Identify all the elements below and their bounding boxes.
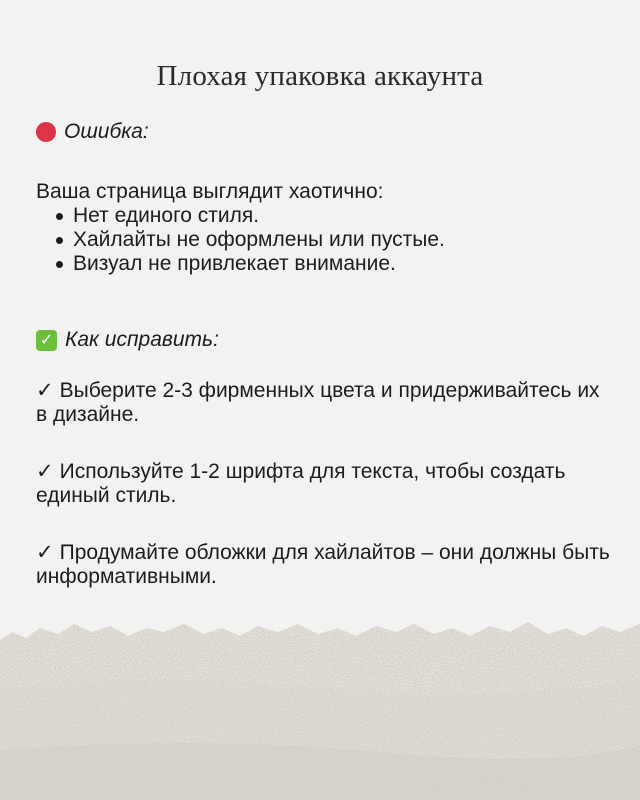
list-item-text: Визуал не привлекает внимание. (73, 252, 396, 275)
error-heading-label: Ошибка: (64, 120, 149, 143)
fix-heading (36, 328, 616, 352)
check-mark-icon: ✓ (36, 540, 54, 564)
list-item (56, 228, 616, 252)
list-item-text: Хайлайты не оформлены или пустые. (73, 228, 445, 251)
list-item-text: Нет единого стиля. (73, 204, 260, 227)
content (36, 120, 616, 589)
error-list (36, 204, 616, 276)
tip-text: Продумайте обложки для хайлайтов – они должны быть информативными. (36, 541, 610, 588)
tip-text: Используйте 1-2 шрифта для текста, чтобы создать единый стиль. (36, 460, 566, 507)
tip (36, 459, 616, 508)
check-mark-icon: ✓ (36, 459, 54, 483)
bullet-dot-icon (56, 261, 63, 268)
list-item (56, 252, 616, 276)
error-intro: Ваша страница выглядит хаотично: (36, 180, 384, 203)
fix-heading-label: Как исправить: (65, 328, 219, 351)
green-check-icon: ✓ (36, 330, 57, 351)
red-circle-icon (36, 122, 56, 142)
tip-text: Выберите 2-3 фирменных цвета и придерживайтесь их в дизайне. (36, 379, 600, 426)
bullet-dot-icon (56, 237, 63, 244)
page-title: Плохая упаковка аккаунта (156, 60, 484, 92)
tip (36, 378, 616, 427)
error-heading (36, 120, 616, 144)
list-item (56, 204, 616, 228)
tip (36, 540, 616, 589)
check-mark-icon: ✓ (36, 378, 54, 402)
bullet-dot-icon (56, 213, 63, 220)
